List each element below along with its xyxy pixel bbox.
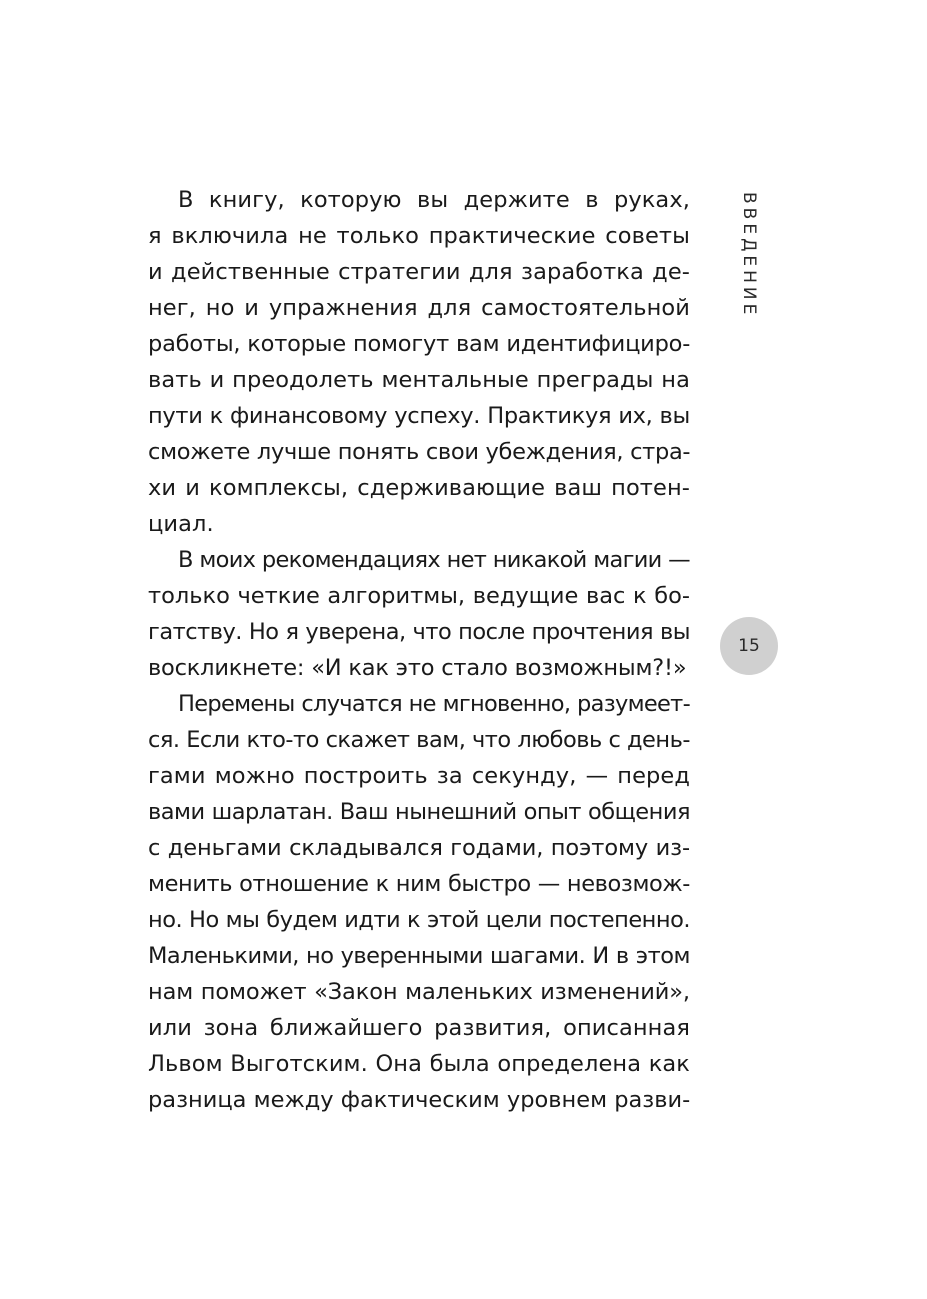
text-line: Перемены случатся не мгновенно, разумеет-	[178, 691, 690, 717]
text-line: вать и преодолеть ментальные преграды на	[148, 367, 690, 393]
body-text	[148, 182, 690, 1118]
text-line: нег, но и упражнения для самостоятельной	[148, 295, 690, 321]
text-line: гами можно построить за секунду, — перед	[148, 763, 690, 789]
text-line: с деньгами складывался годами, поэтому из-	[148, 835, 690, 861]
page-number: 15	[720, 617, 778, 675]
text-line: хи и комплексы, сдерживающие ваш потен-	[148, 475, 690, 501]
text-line: воскликнете: «И как это стало возможным?!»	[148, 655, 687, 681]
text-line: гатству. Но я уверена, что после прочтения вы	[148, 619, 690, 645]
paragraph-3	[148, 686, 690, 1118]
text-line: и действенные стратегии для заработка де-	[148, 259, 690, 285]
paragraph-2	[148, 542, 690, 686]
text-line: В моих рекомендациях нет никакой магии —	[178, 547, 690, 573]
text-line: ся. Если кто-то скажет вам, что любовь с день-	[148, 727, 690, 753]
text-line: но. Но мы будем идти к этой цели постепенно.	[148, 907, 690, 933]
text-line: Львом Выготским. Она была определена как	[148, 1051, 690, 1077]
text-line: Маленькими, но уверенными шагами. И в этом	[148, 943, 690, 969]
text-line: только четкие алгоритмы, ведущие вас к бо-	[148, 583, 690, 609]
chapter-title-vertical: ВВЕДЕНИЕ	[739, 192, 759, 319]
text-line: пути к финансовому успеху. Практикуя их, вы	[148, 403, 690, 429]
text-line: менить отношение к ним быстро — невозмож-	[148, 871, 690, 897]
text-line: В книгу, которую вы держите в руках,	[178, 187, 690, 213]
text-line: разница между фактическим уровнем разви-	[148, 1087, 690, 1113]
text-line: я включила не только практические советы	[148, 223, 690, 249]
text-line: вами шарлатан. Ваш нынешний опыт общения	[148, 799, 690, 825]
text-line: работы, которые помогут вам идентифициро-	[148, 331, 690, 357]
text-line: или зона ближайшего развития, описанная	[148, 1015, 690, 1041]
text-line: нам поможет «Закон маленьких изменений»,	[148, 979, 690, 1005]
text-line: циал.	[148, 511, 214, 537]
paragraph-1	[148, 182, 690, 542]
text-line: сможете лучше понять свои убеждения, стра-	[148, 439, 690, 465]
